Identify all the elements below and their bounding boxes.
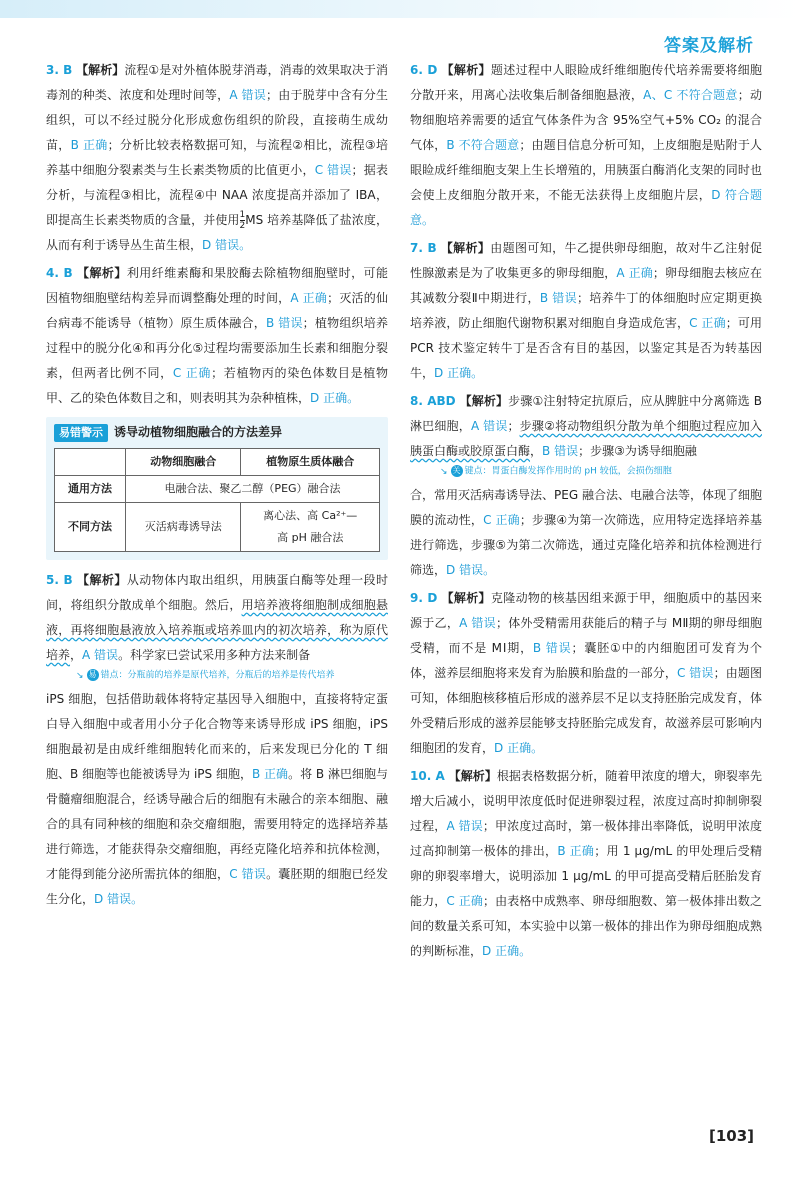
answer-8: 8. ABD 【解析】步骤①注射特定抗原后，应从脾脏中分离筛选 B 淋巴细胞，A 错误；步骤②将动物组织分散为单个细胞过程应加入胰蛋白酶或胶原蛋白酶，B 错误；步骤③为诱导细胞融 <box>410 394 762 458</box>
answer-number: 8. ABD <box>410 394 456 408</box>
fusion-method-table <box>54 448 380 552</box>
underlined-text: 步骤②将动物组织分散为单个细胞过程应加入胰蛋白酶或胶原蛋白酶 <box>410 419 762 458</box>
answer-9: 9. D 【解析】克隆动物的核基因组来源于甲，细胞质中的基因来源于乙，A 错误；体外受精需用获能后的精子与 MⅡ期的卵母细胞受精，而不是 MⅠ期，B 错误；囊胚①中的内细胞团可发育为个体，滋养层细胞将来发育为胎膜和胎盘的一部分，C 错误；由题图可知，体细胞核移植后形成的滋养层不足以支持胚胎完成发育，体外受精后形成的滋养层能够支持胚胎完成发育，故滋养层可影响内细胞团的发育，D 正确。 <box>410 590 762 755</box>
right-column <box>410 58 762 967</box>
table-cell: 灭活病毒诱导法 <box>126 503 241 552</box>
answer-number: 10. A <box>410 768 445 783</box>
answer-7: 7. B 【解析】由题图可知，牛乙提供卵母细胞，故对牛乙注射促性腺激素是为了收集更多的卵母细胞，A 正确；卵母细胞去核应在其减数分裂Ⅱ中期进行，B 错误；培养牛丁的体细胞时应定期更换培养液，防止细胞代谢物积累对细胞自身造成危害，C 正确；可用 PCR 技术鉴定转牛丁是否含有目的基因，以鉴定其是否为转基因牛，D 正确。 <box>410 241 762 380</box>
answer-4: 4. B 【解析】利用纤维素酶和果胶酶去除植物细胞壁时，可能因植物细胞壁结构差异而调整酶处理的时间，A 正确；灭活的仙台病毒不能诱导（植物）原生质体融合，B 错误；植物组织培养过程中的脱分化④和再分化⑤过程均需要添加生长素和细胞分裂素，但两者比例不同，C 正确；若植物丙的染色体数目是植物甲、乙的染色体数目之和，则表明其为杂种植株，D 正确。 <box>46 266 388 405</box>
answer-number: 7. B <box>410 241 437 255</box>
underlined-text: 用培养液将细胞制成细胞悬液，再将细胞悬液放入培养瓶或培养皿内的初次培养，称为原代培养 <box>46 598 388 662</box>
answer-number: 5. B <box>46 573 73 587</box>
answer-number: 3. B <box>46 63 73 77</box>
arrow-icon: ↘ <box>440 466 448 477</box>
page-header-title: 答案及解析 <box>664 36 754 56</box>
top-decor-bar <box>0 0 800 18</box>
error-warning-box <box>46 417 388 560</box>
table-row <box>55 449 380 476</box>
table-row <box>55 476 380 503</box>
answer-5: 5. B 【解析】从动物体内取出组织，用胰蛋白酶等处理一段时间，将组织分散成单个细胞。然后，用培养液将细胞制成细胞悬液，再将细胞悬液放入培养瓶或培养皿内的初次培养，称为原代培养，A 错误。科学家已尝试采用多种方法来制备 <box>46 573 388 662</box>
table-cell: 离心法、高 Ca²⁺— 高 pH 融合法 <box>241 503 380 552</box>
answer-number: 9. D <box>410 590 438 605</box>
answer-8-continued: 合，常用灭活病毒诱导法、PEG 融合法、电融合法等，体现了细胞膜的流动性，C 正确；步骤④为第一次筛选，应用特定选择培养基进行筛选，步骤⑤为第二次筛选，通过克隆化培养和抗体检测进行筛选，D 错误。 <box>410 487 762 577</box>
answer-3: 3. B 【解析】流程①是对外植体脱芽消毒，消毒的效果取决于消毒剂的种类、浓度和处理时间等，A 错误；由于脱芽中含有分生组织，可以不经过脱分化形成愈伤组织的阶段，直接萌生成幼苗，B 正确；分析比较表格数据可知，与流程②相比，流程③培养基中细胞分裂素类与生长素类物质的比值更小，C 错误；据表分析，与流程③相比，流程④中 NAA 浓度提高并添加了 IBA，即提高生长素类物质的含量，并使用 $\frac{1}{2}$ MS 培养基降低了盐浓度，从而有利于诱导丛生苗生根，D 错误。 <box>46 63 388 252</box>
left-column <box>46 58 388 915</box>
warning-heading: 易错警示 诱导动植物细胞融合的方法差异 <box>54 423 380 442</box>
answer-number: 4. B <box>46 266 73 280</box>
note-badge-icon: 关 <box>452 466 461 475</box>
answer-6: 6. D 【解析】题述过程中人眼睑成纤维细胞传代培养需要将细胞分散开来，用离心法收集后制备细胞悬液，A、C 不符合题意；动物细胞培养需要的适宜气体条件为含 95%空气+5% CO₂ 的混合气体，B 不符合题意；由题目信息分析可知，上皮细胞是贴附于人眼睑成纤维细胞支架上生长增殖的，用胰蛋白酶消化支架的同时也会使上皮细胞分散开来，不能无法获得上皮细胞片层，D 符合题意。 <box>410 63 762 227</box>
row-header: 不同方法 <box>55 503 126 552</box>
column-header: 植物原生质体融合 <box>241 449 380 476</box>
answer-5-continued: iPS 细胞，包括借助载体将特定基因导入细胞中，直接将特定蛋白导入细胞中或者用小分子化合物等来诱导形成 iPS 细胞，iPS 细胞最初是由成纤维细胞转化而来的，后来发现已分化的 T 细胞、B 细胞等也能被诱导为 iPS 细胞，B 正确。将 B 淋巴细胞与骨髓瘤细胞混合，经诱导融合后的细胞有未融合的亲本细胞、融合的具有同种核的细胞和杂交瘤细胞，需要用特定的选择培养基进行筛选，才能获得杂交瘤细胞，再经克隆化培养和抗体检测，才能得到能分泌所需抗体的细胞，C 错误。囊胚期的细胞已经发生分化，D 错误。 <box>46 691 388 906</box>
fraction: $\frac{1}{2}$ <box>239 210 246 231</box>
warning-badge: 易错警示 <box>54 424 108 442</box>
page-number: [103] <box>708 1127 754 1145</box>
column-header: 动物细胞融合 <box>126 449 241 476</box>
key-point-note: ↘ 关 键点：胃蛋白酶发挥作用时的 pH 较低，会损伤细胞 <box>440 466 672 477</box>
answer-10: 10. A 【解析】根据表格数据分析，随着甲浓度的增大，卵裂率先增大后减小，说明甲浓度低时促进卵裂过程，浓度过高时抑制卵裂过程，A 错误；甲浓度过高时，第一极体排出率降低，说明甲浓度过高抑制第一极体的排出，B 正确；用 1 μg/mL 的甲处理后受精卵的卵裂率增大，说明添加 1 μg/mL 的甲可提高受精后胚胎发育能力，C 正确；由表格中成熟率、卵母细胞数、第一极体排出数之间的数量关系可知，本实验中以第一极体的排出作为卵母细胞成熟的判断标准，D 正确。 <box>410 768 762 958</box>
arrow-icon: ↘ <box>76 670 84 681</box>
note-badge-icon: 易 <box>88 670 97 679</box>
table-row <box>55 503 380 552</box>
answer-number: 6. D <box>410 63 438 77</box>
row-header: 通用方法 <box>55 476 126 503</box>
table-cell: 电融合法、聚乙二醇（PEG）融合法 <box>126 476 380 503</box>
error-point-note: ↘ 易 错点：分瓶前的培养是原代培养，分瓶后的培养是传代培养 <box>76 670 335 681</box>
